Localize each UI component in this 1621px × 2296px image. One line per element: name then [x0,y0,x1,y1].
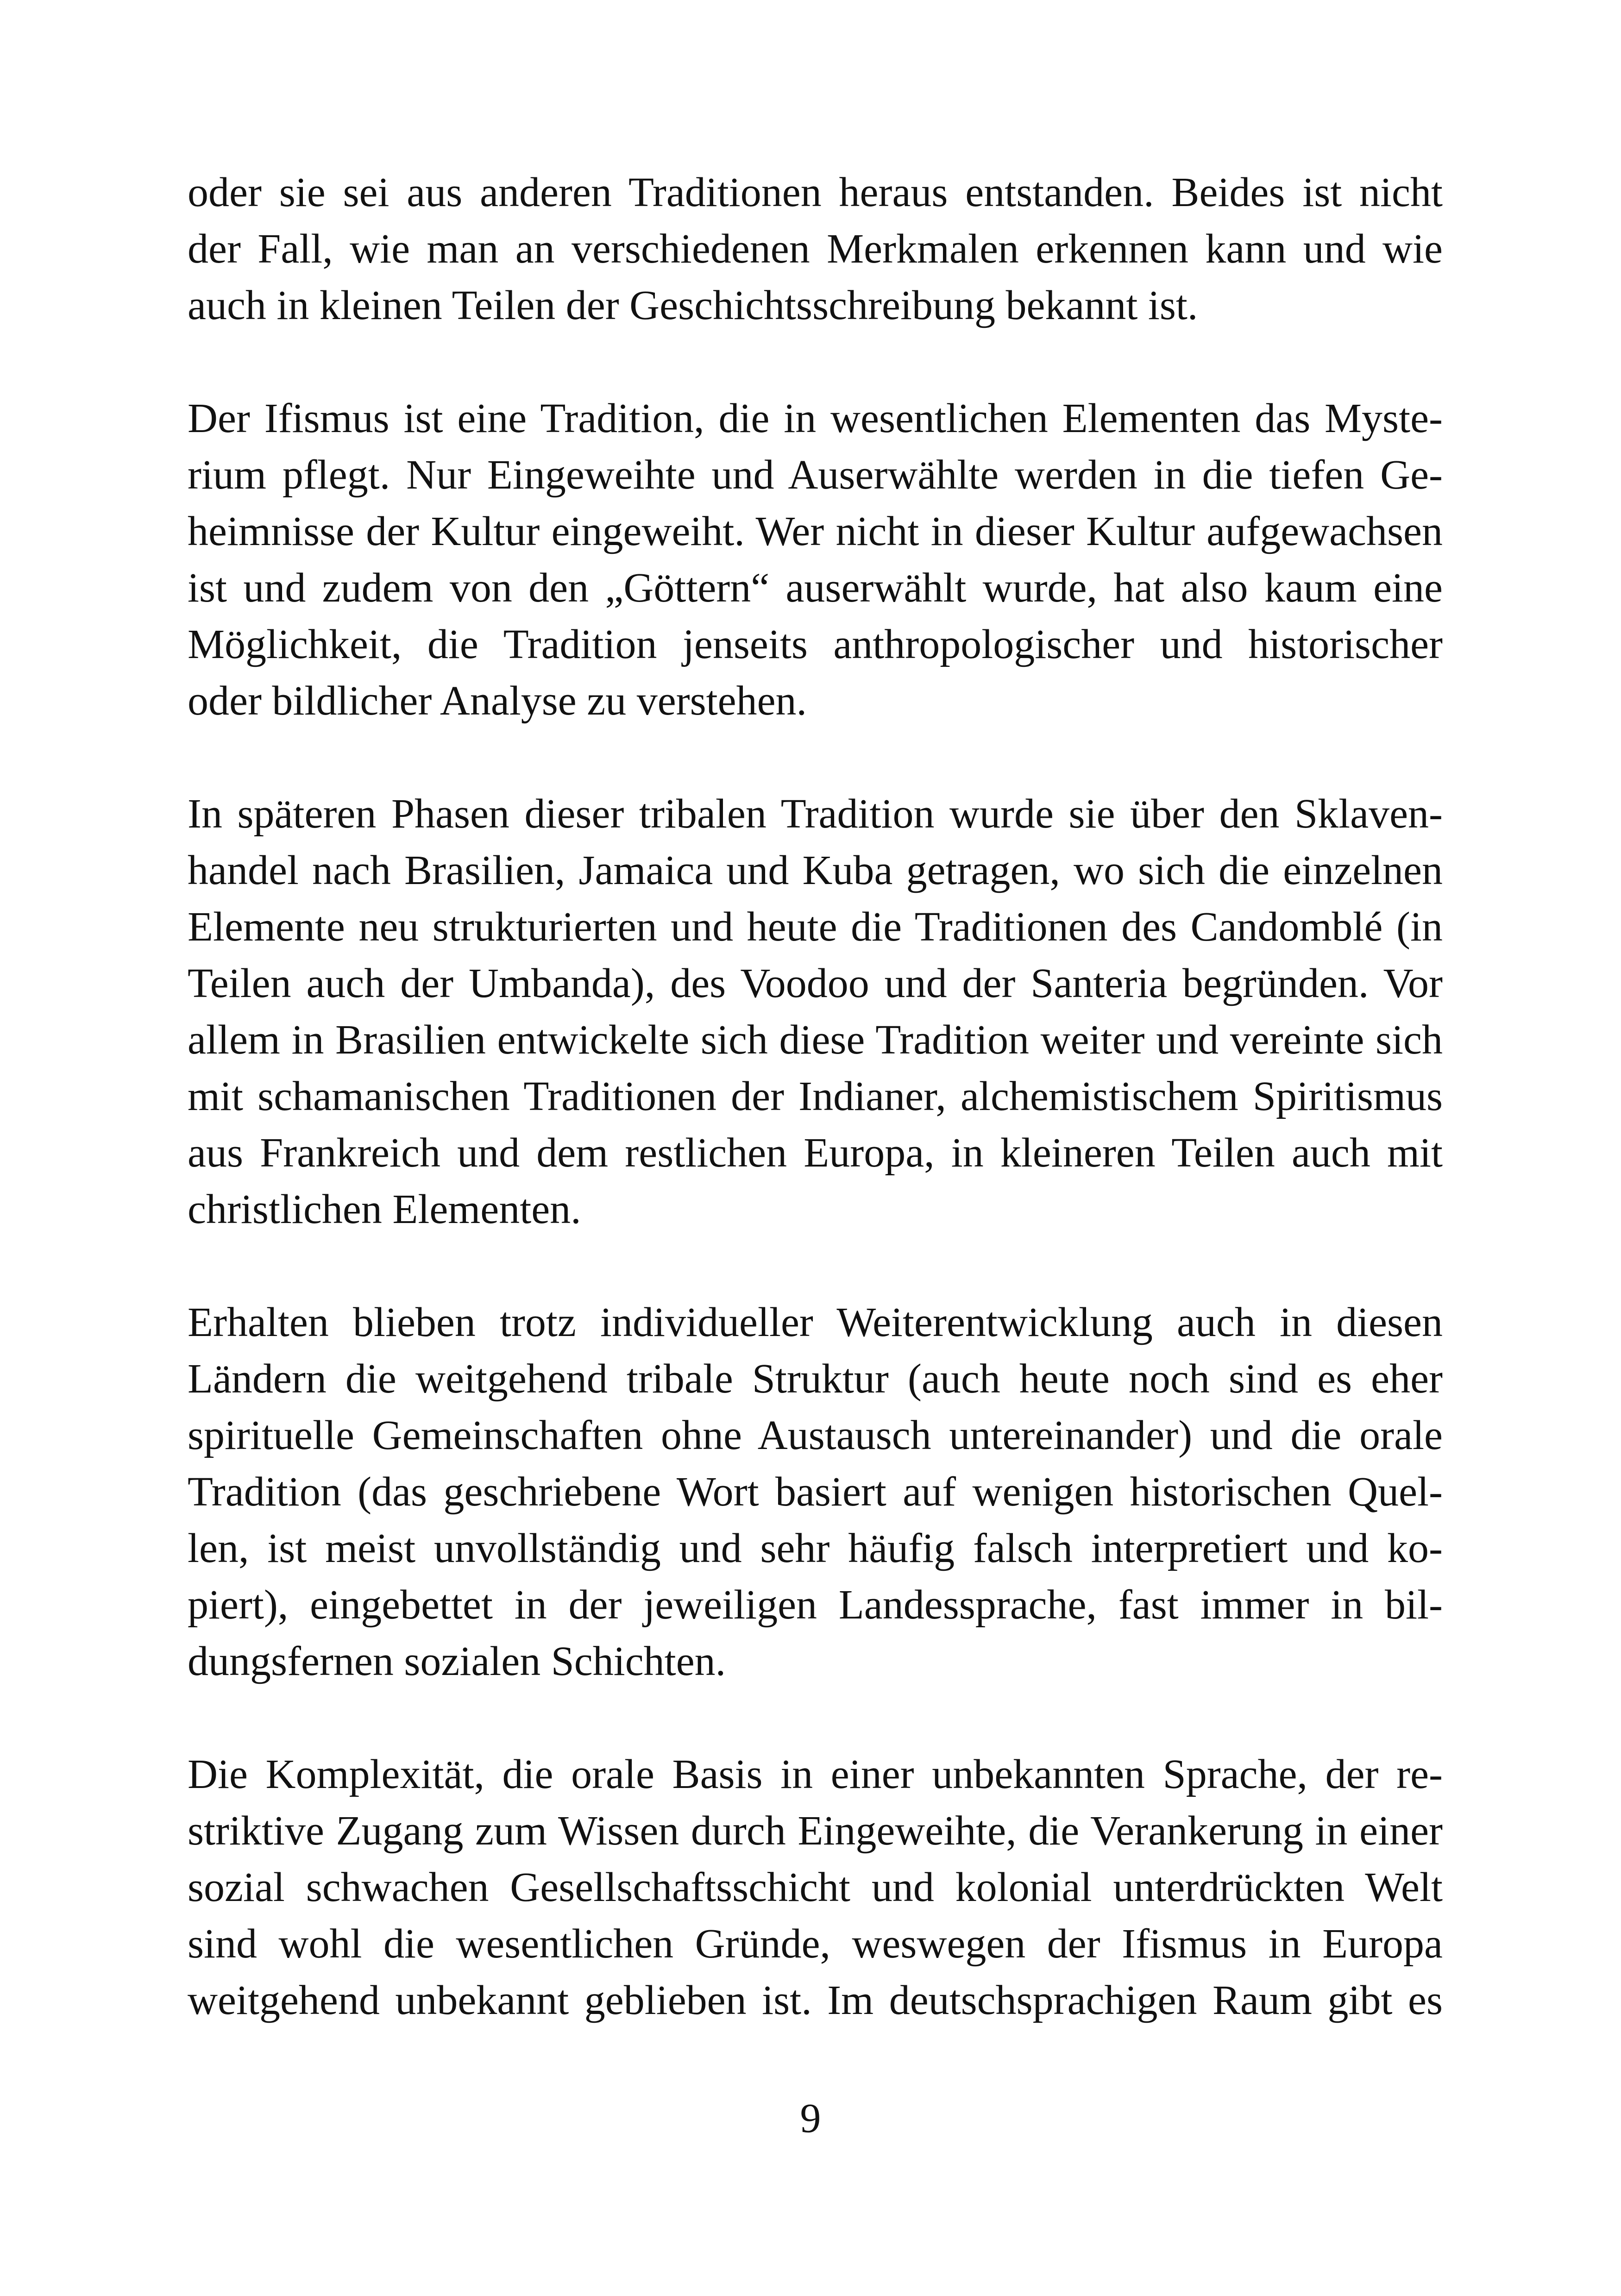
text-line: sozial schwachen Gesellschaftsschicht und kolonial unterdrückten Welt [188,1864,1443,1910]
text-line: sind wohl die wesentlichen Gründe, weswegen der Ifismus in Europa [188,1921,1443,1967]
text-line: auch in kleinen Teilen der Geschichtsschreibung bekannt ist. [188,282,1198,328]
text-line: Elemente neu strukturierten und heute die Traditionen des Candomblé (in [188,904,1443,950]
text-line: oder bildlicher Analyse zu verstehen. [188,678,807,724]
text-line: len, ist meist unvollständig und sehr häufig falsch interpretiert und ko- [188,1525,1443,1571]
text-line: spirituelle Gemeinschaften ohne Austausch untereinander) und die orale [188,1412,1443,1458]
text-line: striktive Zugang zum Wissen durch Eingeweihte, die Verankerung in einer [188,1808,1443,1854]
paragraph [188,1294,1443,1690]
text-line: rium pflegt. Nur Eingeweihte und Auserwählte werden in die tiefen Ge- [188,452,1443,498]
text-line: ist und zudem von den „Göttern“ auserwählt wurde, hat also kaum eine [188,565,1443,611]
text-line: weitgehend unbekannt geblieben ist. Im deutschsprachigen Raum gibt es [188,1977,1443,2023]
text-line: aus Frankreich und dem restlichen Europa, in kleineren Teilen auch mit [188,1130,1443,1176]
text-line: Möglichkeit, die Tradition jenseits anthropologischer und historischer [188,621,1443,667]
text-line: Teilen auch der Umbanda), des Voodoo und der Santeria begründen. Vor [188,960,1443,1006]
text-line: christlichen Elementen. [188,1186,581,1232]
text-line: Tradition (das geschriebene Wort basiert auf wenigen historischen Quel- [188,1469,1443,1515]
paragraph [188,164,1443,334]
text-line: Ländern die weitgehend tribale Struktur (auch heute noch sind es eher [188,1356,1443,1402]
text-line: Erhalten blieben trotz individueller Weiterentwicklung auch in diesen [188,1299,1443,1345]
paragraph [188,786,1443,1238]
text-line: oder sie sei aus anderen Traditionen heraus entstanden. Beides ist nicht [188,169,1443,215]
paragraph [188,390,1443,729]
text-line: dungsfernen sozialen Schichten. [188,1638,726,1684]
text-line: piert), eingebettet in der jeweiligen Landessprache, fast immer in bil- [188,1582,1443,1628]
paragraph [188,1746,1443,2029]
text-line: heimnisse der Kultur eingeweiht. Wer nicht in dieser Kultur aufgewachsen [188,508,1443,554]
text-line: In späteren Phasen dieser tribalen Tradition wurde sie über den Sklaven- [188,791,1443,837]
text-line: handel nach Brasilien, Jamaica und Kuba getragen, wo sich die einzelnen [188,847,1443,893]
text-line: Die Komplexität, die orale Basis in einer unbekannten Sprache, der re- [188,1751,1443,1797]
text-line: der Fall, wie man an verschiedenen Merkmalen erkennen kann und wie [188,226,1443,272]
text-line: allem in Brasilien entwickelte sich diese Tradition weiter und vereinte sich [188,1017,1443,1063]
body-text [188,164,1443,2085]
text-line: Der Ifismus ist eine Tradition, die in wesentlichen Elementen das Myste- [188,395,1443,441]
text-line: mit schamanischen Traditionen der Indianer, alchemistischem Spiritismus [188,1073,1443,1119]
page-number: 9 [800,2095,821,2141]
